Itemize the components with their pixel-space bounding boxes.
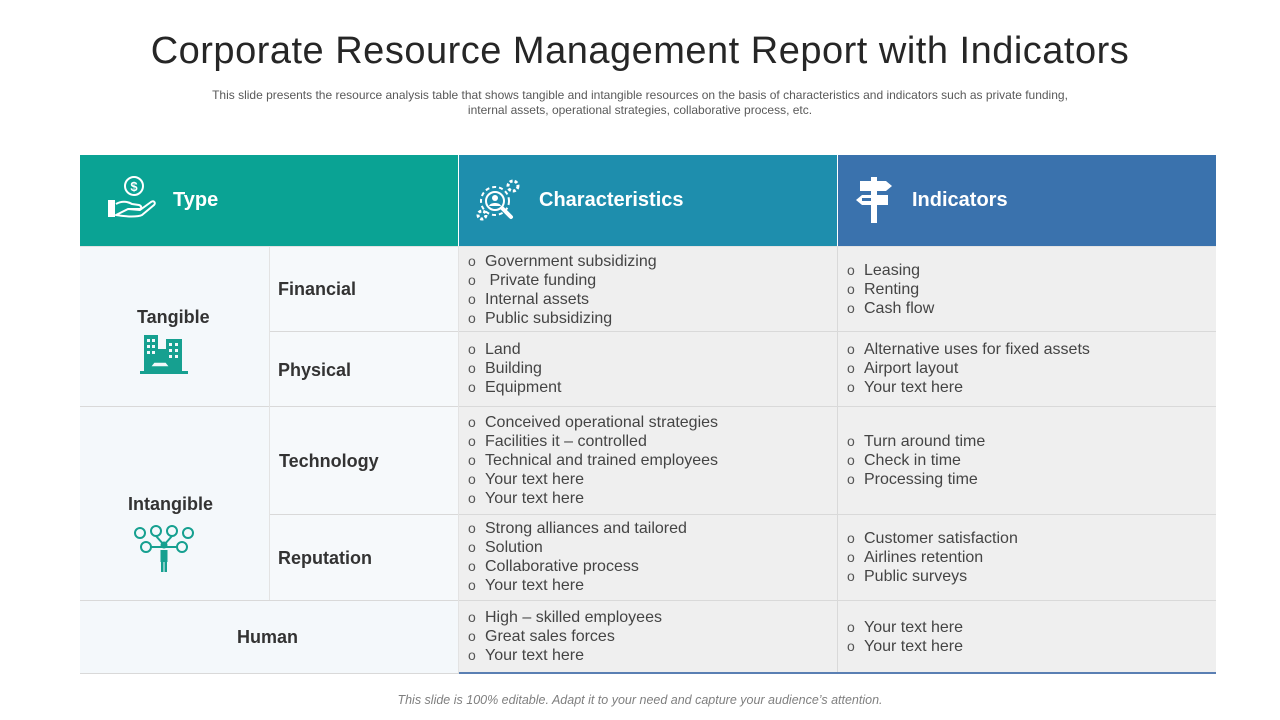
bullet-icon: o — [847, 471, 855, 487]
list-item — [468, 413, 718, 432]
list-item — [847, 451, 985, 470]
divider — [270, 331, 1216, 332]
bullet-icon: o — [847, 262, 855, 278]
list-item-text: Facilities it – controlled — [485, 433, 647, 450]
bullet-icon: o — [468, 609, 476, 625]
financial-indicators-list — [847, 261, 934, 318]
list-item-text: Technical and trained employees — [485, 452, 719, 469]
human-characteristics-cell — [459, 601, 837, 673]
list-item — [847, 261, 934, 280]
list-item — [468, 432, 718, 451]
divider — [458, 247, 459, 673]
list-item-text: Alternative uses for fixed assets — [864, 341, 1090, 358]
subtitle-line-2: internal assets, operational strategies, collaborative process, etc. — [467, 103, 813, 117]
list-item — [468, 470, 718, 489]
bullet-icon: o — [847, 638, 855, 654]
list-item — [847, 432, 985, 451]
list-item-text: Collaborative process — [485, 558, 639, 575]
list-item — [847, 529, 1018, 548]
row-technology-label-cell — [270, 407, 458, 514]
list-item-text: Turn around time — [864, 433, 986, 450]
list-item-text: Your text here — [485, 490, 585, 507]
list-item — [468, 378, 562, 397]
reputation-indicators-list — [847, 529, 1018, 586]
divider — [80, 406, 1216, 407]
page-title: Corporate Resource Management Report with Indicators — [150, 30, 1130, 72]
list-item — [468, 359, 562, 378]
reputation-indicators-cell — [838, 515, 1216, 600]
subtitle-line-1: This slide presents the resource analysis table that shows tangible and intangible resources on the basis of characteristics and indicators such as private funding, — [212, 88, 1068, 102]
footer-note: This slide is 100% editable. Adapt it to your need and capture your audience’s attention. — [397, 693, 883, 707]
bullet-icon: o — [468, 647, 476, 663]
technology-characteristics-list — [468, 413, 718, 508]
human-characteristics-list — [468, 608, 662, 665]
bullet-icon: o — [468, 341, 476, 357]
bullet-icon: o — [468, 433, 476, 449]
row-physical-label-cell — [270, 332, 458, 406]
list-item — [847, 299, 934, 318]
buildings-icon — [140, 333, 188, 382]
bullet-icon: o — [847, 341, 855, 357]
list-item-text: Your text here — [485, 647, 585, 664]
divider — [270, 514, 1216, 515]
list-item — [468, 576, 687, 595]
list-item — [468, 557, 687, 576]
svg-text:$: $ — [130, 179, 138, 194]
group-tangible-label: Tangible — [137, 307, 210, 327]
bullet-icon: o — [468, 520, 476, 536]
list-item — [468, 340, 562, 359]
row-physical-label: Physical — [278, 360, 352, 380]
human-indicators-cell — [838, 601, 1216, 673]
group-tangible — [80, 247, 269, 406]
group-intangible-label: Intangible — [128, 494, 213, 514]
search-gear-icon — [475, 175, 525, 230]
row-reputation-label: Reputation — [278, 548, 372, 568]
bullet-icon: o — [847, 530, 855, 546]
list-item — [468, 451, 718, 470]
list-item — [847, 548, 1018, 567]
list-item-text: Your text here — [864, 638, 964, 655]
bullet-icon: o — [847, 433, 855, 449]
bullet-icon: o — [847, 360, 855, 376]
list-item-text: Public surveys — [864, 568, 968, 585]
bullet-icon: o — [847, 549, 855, 565]
bullet-icon: o — [847, 452, 855, 468]
bullet-icon: o — [847, 379, 855, 395]
list-item — [468, 519, 687, 538]
list-item — [468, 309, 657, 328]
bullet-icon: o — [847, 619, 855, 635]
group-intangible — [80, 407, 269, 600]
list-item — [468, 646, 662, 665]
bullet-icon: o — [468, 310, 476, 326]
list-item — [847, 340, 1090, 359]
row-financial-label: Financial — [278, 279, 357, 299]
row-financial-label-cell — [270, 247, 458, 331]
list-item — [847, 637, 963, 656]
header-type — [80, 155, 458, 246]
divider — [837, 247, 838, 673]
bullet-icon: o — [468, 291, 476, 307]
list-item — [847, 378, 1090, 397]
list-item — [847, 359, 1090, 378]
list-item-text: Leasing — [864, 262, 921, 279]
bullet-icon: o — [468, 471, 476, 487]
list-item — [468, 608, 662, 627]
list-item-text: Equipment — [485, 379, 562, 396]
list-item-text: Your text here — [864, 379, 964, 396]
list-item — [468, 489, 718, 508]
bullet-icon: o — [847, 281, 855, 297]
list-item-text: Building — [485, 360, 542, 377]
group-human — [80, 601, 458, 673]
bullet-icon: o — [847, 300, 855, 316]
bullet-icon: o — [468, 379, 476, 395]
list-item-text: Great sales forces — [485, 628, 615, 645]
list-item-text: Land — [485, 341, 521, 358]
list-item — [468, 271, 657, 290]
list-item — [847, 280, 934, 299]
list-item-text: Customer satisfaction — [864, 530, 1018, 547]
bullet-icon: o — [468, 539, 476, 555]
human-indicators-list — [847, 618, 963, 656]
list-item-text: Renting — [864, 281, 920, 298]
list-item-text: Your text here — [485, 471, 585, 488]
row-technology-label: Technology — [279, 451, 379, 471]
hand-money-icon — [107, 175, 157, 230]
bullet-icon: o — [468, 577, 476, 593]
divider — [80, 600, 1216, 601]
header-indicators — [838, 155, 1216, 246]
list-item-text: Private funding — [485, 272, 597, 289]
signpost-icon — [852, 175, 898, 230]
list-item-text: Your text here — [864, 619, 964, 636]
divider — [80, 246, 1216, 247]
list-item-text: Solution — [485, 539, 543, 556]
list-item-text: Processing time — [864, 471, 978, 488]
reputation-characteristics-list — [468, 519, 687, 595]
list-item-text: Strong alliances and tailored — [485, 520, 687, 537]
list-item — [847, 470, 985, 489]
list-item-text: Government subsidizing — [485, 253, 657, 270]
financial-characteristics-list — [468, 252, 657, 328]
bullet-icon: o — [468, 558, 476, 574]
list-item-text: High – skilled employees — [485, 609, 662, 626]
row-reputation-label-cell — [270, 515, 458, 600]
header-characteristics — [459, 155, 837, 246]
group-human-label: Human — [237, 627, 299, 647]
bullet-icon: o — [468, 452, 476, 468]
bullet-icon: o — [468, 414, 476, 430]
list-item — [847, 567, 1018, 586]
physical-characteristics-cell — [459, 332, 837, 406]
bullet-icon: o — [468, 253, 476, 269]
physical-indicators-list — [847, 340, 1090, 397]
list-item-text: Airlines retention — [864, 549, 984, 566]
technology-indicators-cell — [838, 407, 1216, 514]
financial-indicators-cell — [838, 247, 1216, 331]
list-item-text: Public subsidizing — [485, 310, 613, 327]
list-item-text: Your text here — [485, 577, 585, 594]
list-item — [468, 627, 662, 646]
list-item-text: Conceived operational strategies — [485, 414, 719, 431]
bullet-icon: o — [468, 490, 476, 506]
page-subtitle — [110, 88, 1170, 118]
list-item — [468, 538, 687, 557]
list-item — [468, 290, 657, 309]
list-item-text: Internal assets — [485, 291, 590, 308]
bullet-icon: o — [468, 360, 476, 376]
list-item-text: Airport layout — [864, 360, 959, 377]
list-item — [847, 618, 963, 637]
list-item-text: Cash flow — [864, 300, 935, 317]
list-item-text: Check in time — [864, 452, 961, 469]
list-item — [468, 252, 657, 271]
bullet-icon: o — [468, 628, 476, 644]
bullet-icon: o — [468, 272, 476, 288]
technology-indicators-list — [847, 432, 985, 489]
header-indicators-label: Indicators — [912, 189, 1008, 211]
bullet-icon: o — [847, 568, 855, 584]
header-type-label: Type — [173, 189, 219, 211]
reputation-characteristics-cell — [459, 515, 837, 600]
technology-characteristics-cell — [459, 407, 837, 514]
physical-characteristics-list — [468, 340, 562, 397]
financial-characteristics-cell — [459, 247, 837, 331]
divider — [269, 247, 270, 600]
table-bottom-accent — [459, 672, 1216, 674]
person-network-icon — [132, 525, 196, 578]
physical-indicators-cell — [838, 332, 1216, 406]
header-characteristics-label: Characteristics — [539, 189, 684, 211]
